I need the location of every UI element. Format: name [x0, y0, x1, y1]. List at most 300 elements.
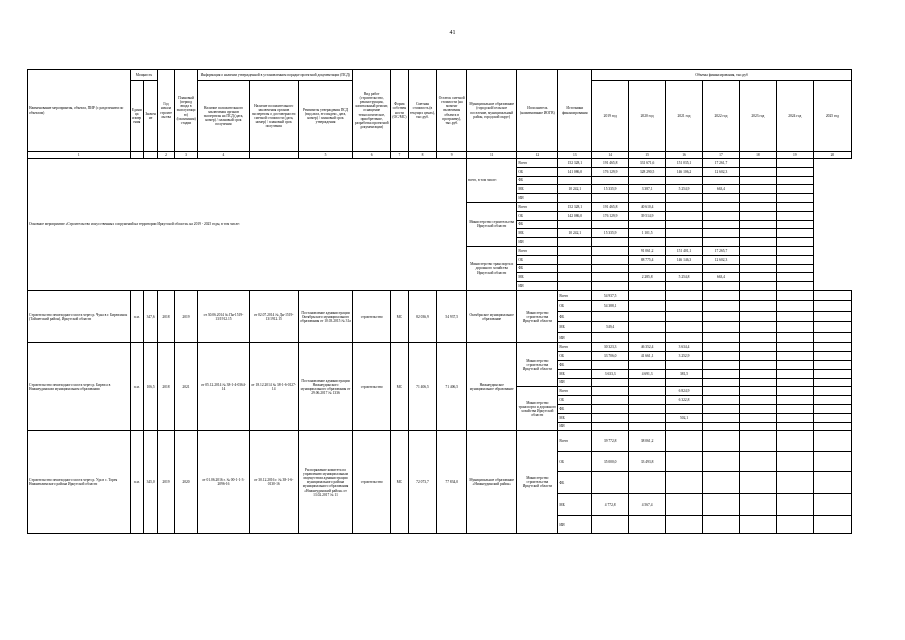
source-cell: ОБ	[558, 452, 592, 472]
value-cell	[776, 516, 813, 534]
value-cell	[666, 290, 703, 301]
value-cell	[666, 238, 703, 247]
object-unit: п.м.	[130, 343, 143, 431]
value-cell	[592, 387, 629, 396]
header-positive-conclusion: Наличие положительного заключения органов экспертизы на ПСД (дата, номер) / плановый срок получения	[198, 81, 249, 152]
source-cell: ОБ	[558, 352, 592, 361]
value-cell	[702, 516, 739, 534]
value-cell	[776, 369, 813, 378]
value-cell	[776, 396, 813, 405]
value-cell: 6 322,8	[666, 396, 703, 405]
object-conclusion: от 05.12.2014 № 38-1-4-0364-14	[198, 343, 249, 431]
value-cell: 663,4	[702, 185, 739, 194]
object-municipality: Муниципальное образование «Нижнеудинский район»	[467, 431, 517, 534]
value-cell	[702, 301, 739, 312]
value-cell	[813, 387, 851, 396]
object-ownership: МС	[391, 343, 408, 431]
column-number: 2	[158, 152, 174, 159]
column-number: 14	[592, 152, 629, 159]
value-cell	[558, 176, 592, 185]
column-number: 16	[666, 152, 703, 159]
object-municipality: Октябрьское муниципальное образование	[467, 290, 517, 343]
value-cell	[813, 378, 851, 387]
value-cell	[666, 452, 703, 472]
object-start: 2018	[158, 290, 174, 343]
object-executor: Министерство строительства Иркутской области	[517, 431, 558, 534]
source-cell: Всего	[517, 202, 558, 211]
header-funding: Объемы финансирования, тыс.руб	[592, 70, 852, 81]
source-cell: Всего	[558, 431, 592, 452]
value-cell	[739, 282, 776, 291]
value-cell: 142 086,0	[558, 211, 592, 220]
source-cell: ФБ	[558, 361, 592, 370]
source-cell: ФБ	[517, 220, 558, 229]
value-cell	[592, 238, 629, 247]
value-cell: 33 706,0	[592, 352, 629, 361]
value-cell: 549,4	[592, 322, 629, 333]
object-approval: Постановление администрации Нижнеудинского муниципального образования от 29.06.2017 № 1336	[298, 343, 352, 431]
value-cell: 2 285,8	[629, 273, 666, 282]
value-cell	[813, 516, 851, 534]
header-year: 2020 год	[629, 81, 666, 152]
value-cell	[702, 472, 739, 494]
value-cell: 663,4	[702, 273, 739, 282]
value-cell	[702, 396, 739, 405]
value-cell	[739, 264, 776, 273]
header-reliability-conclusion: Наличие положительного заключения органов экспертизы о достоверности сметной стоимости (дата, номер) / плановый срок получения	[249, 81, 298, 152]
value-cell	[592, 413, 629, 422]
value-cell	[629, 413, 666, 422]
value-cell	[592, 246, 629, 255]
value-cell	[629, 396, 666, 405]
source-cell: ОБ	[558, 396, 592, 405]
value-cell	[813, 396, 851, 405]
source-cell: ФБ	[558, 311, 592, 322]
source-cell: ИИ	[558, 516, 592, 534]
header-works-type: Вид работ (строительство, реконструкция, капитальный ремонт, оснащение технологическое, приобретение, разработка проектной документации)	[353, 70, 391, 152]
value-cell	[558, 194, 592, 203]
value-cell: 151 401,1	[666, 246, 703, 255]
value-cell	[813, 431, 851, 452]
value-cell	[629, 332, 666, 343]
column-number: 3	[174, 152, 198, 159]
header-year: 2021 год	[666, 81, 703, 152]
value-cell	[739, 431, 776, 452]
financing-table	[27, 69, 852, 534]
object-name: Строительство пешеходного моста через р. Чуна в г. Бирюсинск (Тайшетский район), Иркутской области	[28, 290, 131, 343]
object-remaining: 77 834,0	[437, 431, 467, 534]
source-cell: МБ	[558, 494, 592, 516]
value-cell	[739, 255, 776, 264]
value-cell	[629, 472, 666, 494]
object-ownership: МС	[391, 290, 408, 343]
value-cell	[558, 282, 592, 291]
object-value: 347,6	[143, 290, 157, 343]
value-cell	[776, 202, 813, 211]
value-cell	[629, 405, 666, 414]
value-cell	[558, 273, 592, 282]
header-start-year: Год начала строительства	[158, 70, 174, 152]
column-number-row	[28, 152, 852, 159]
source-cell: ИИ	[517, 282, 558, 291]
column-number	[143, 152, 157, 159]
header-commission-year: Плановый (период ввода в эксплуатацию) /(окончания) стадии	[174, 70, 198, 152]
value-cell	[813, 361, 851, 370]
value-cell	[629, 176, 666, 185]
source-cell: ИИ	[558, 422, 592, 431]
value-cell	[776, 238, 813, 247]
object-executor: Министерство строительства Иркутской области	[517, 290, 558, 343]
value-cell	[702, 378, 739, 387]
value-cell	[776, 167, 813, 176]
value-cell	[776, 246, 813, 255]
value-cell	[739, 332, 776, 343]
value-cell	[558, 255, 592, 264]
source-cell: МБ	[558, 322, 592, 333]
value-cell	[776, 290, 813, 301]
object-unit: п.м.	[130, 431, 143, 534]
value-cell	[739, 352, 776, 361]
object-works: строительство	[353, 431, 391, 534]
object-executor: Министерство транспорта и дорожного хозяйства Иркутской области	[517, 387, 558, 431]
object-end: 2020	[174, 431, 198, 534]
value-cell	[629, 387, 666, 396]
value-cell	[813, 369, 851, 378]
value-cell	[629, 220, 666, 229]
column-number: 11	[467, 152, 517, 159]
value-cell	[739, 472, 776, 494]
value-cell	[666, 405, 703, 414]
value-cell	[666, 322, 703, 333]
value-cell	[776, 387, 813, 396]
value-cell: 328 290,5	[629, 167, 666, 176]
value-cell	[702, 238, 739, 247]
value-cell	[592, 311, 629, 322]
column-number: 6	[353, 152, 391, 159]
value-cell: 39 514,9	[629, 211, 666, 220]
value-cell: 35 000,0	[592, 452, 629, 472]
value-cell	[558, 264, 592, 273]
value-cell	[739, 387, 776, 396]
value-cell	[666, 494, 703, 516]
value-cell	[592, 264, 629, 273]
value-cell	[702, 422, 739, 431]
object-name: Строительство пешеходного моста через р. Бирюса в Нижнеудинском муниципальном образовании	[28, 343, 131, 431]
value-cell	[702, 369, 739, 378]
header-row	[28, 70, 852, 81]
source-cell: Всего	[558, 387, 592, 396]
value-cell	[629, 238, 666, 247]
header-name: Наименование мероприятия, объекта, ПИР (с разделением по объектам)	[28, 70, 131, 152]
value-cell	[776, 332, 813, 343]
value-cell: 5 254,8	[666, 273, 703, 282]
value-cell: 46 352,4	[629, 343, 666, 352]
value-cell	[592, 194, 629, 203]
value-cell	[739, 167, 776, 176]
value-cell	[702, 229, 739, 238]
value-cell	[592, 405, 629, 414]
value-cell: 54 937,5	[592, 290, 629, 301]
value-cell: 12 602,3	[702, 167, 739, 176]
value-cell: 10 242,1	[558, 185, 592, 194]
value-cell: 6 824,9	[666, 387, 703, 396]
value-cell: 30 323,3	[592, 343, 629, 352]
value-cell	[739, 396, 776, 405]
value-cell	[592, 176, 629, 185]
value-cell	[739, 202, 776, 211]
value-cell	[739, 229, 776, 238]
value-cell: 88 775,4	[629, 255, 666, 264]
table-row	[28, 290, 852, 301]
value-cell	[776, 352, 813, 361]
value-cell	[666, 361, 703, 370]
header-ownership: Форма собственности (ОС/МС)	[391, 70, 408, 152]
column-number: 5	[298, 152, 352, 159]
column-number: 7	[391, 152, 408, 159]
source-cell: ИИ	[517, 194, 558, 203]
value-cell	[776, 255, 813, 264]
value-cell: 33 493,8	[629, 452, 666, 472]
column-number: 20	[813, 152, 851, 159]
value-cell	[558, 220, 592, 229]
column-number: 8	[408, 152, 437, 159]
value-cell	[666, 301, 703, 312]
value-cell	[776, 185, 813, 194]
value-cell	[592, 332, 629, 343]
page-number: 41	[449, 30, 456, 36]
value-cell	[592, 516, 629, 534]
object-ownership: МС	[391, 431, 408, 534]
header-year: 2022 год	[702, 81, 739, 152]
header-value: Значение	[143, 81, 157, 152]
column-number	[130, 152, 143, 159]
value-cell	[702, 413, 739, 422]
value-cell	[702, 405, 739, 414]
source-cell: Всего	[517, 246, 558, 255]
column-number: 13	[558, 152, 592, 159]
value-cell	[776, 211, 813, 220]
value-cell	[776, 176, 813, 185]
value-cell	[813, 301, 851, 312]
source-cell: ОБ	[517, 255, 558, 264]
column-number: 17	[702, 152, 739, 159]
value-cell	[702, 452, 739, 472]
header-year: 2024 год	[776, 81, 813, 152]
value-cell: 15 335,9	[592, 185, 629, 194]
value-cell	[666, 282, 703, 291]
header-year: 2019 год	[592, 81, 629, 152]
value-cell	[813, 322, 851, 333]
source-cell: ИИ	[558, 378, 592, 387]
value-cell	[702, 311, 739, 322]
value-cell	[739, 238, 776, 247]
header-executor: Исполнитель (наименование ИОГВ)	[517, 70, 558, 152]
main-event-title: Основное мероприятие «Строительство искусственных сооружений на территории Иркутской области» на 2019 - 2025 годы, в том числе:	[28, 159, 467, 291]
header-estimated-cost: Сметная стоимость (в текущих ценах), тыс.руб.	[408, 70, 437, 152]
value-cell	[629, 378, 666, 387]
source-cell: МБ	[517, 229, 558, 238]
value-cell	[776, 422, 813, 431]
value-cell	[666, 431, 703, 452]
value-cell	[813, 422, 851, 431]
value-cell	[666, 332, 703, 343]
object-value: 345,0	[143, 431, 157, 534]
object-cost: 82 036,9	[408, 290, 437, 343]
value-cell	[702, 176, 739, 185]
source-cell: МБ	[558, 413, 592, 422]
value-cell: 141 086,0	[558, 167, 592, 176]
source-cell: МБ	[517, 185, 558, 194]
value-cell: 146 106,2	[666, 167, 703, 176]
object-end: 2019	[174, 290, 198, 343]
source-cell: ОБ	[558, 301, 592, 312]
value-cell	[558, 238, 592, 247]
value-cell	[739, 301, 776, 312]
executor-construction: Министерство строительства Иркутской области	[467, 202, 517, 246]
source-cell: Всего	[558, 343, 592, 352]
object-start: 2018	[158, 343, 174, 431]
value-cell	[739, 322, 776, 333]
column-number: 18	[739, 152, 776, 159]
value-cell: 176 129,9	[592, 211, 629, 220]
value-cell: 15 335,9	[592, 229, 629, 238]
value-cell: 4 567,4	[629, 494, 666, 516]
value-cell	[702, 361, 739, 370]
value-cell	[739, 311, 776, 322]
value-cell	[702, 431, 739, 452]
value-cell	[813, 332, 851, 343]
value-cell: 10 242,1	[558, 229, 592, 238]
source-cell: ИИ	[517, 238, 558, 247]
value-cell: 3 387,1	[629, 185, 666, 194]
column-number: 15	[629, 152, 666, 159]
value-cell	[666, 311, 703, 322]
value-cell	[666, 378, 703, 387]
source-cell: Всего	[517, 159, 558, 168]
value-cell	[629, 322, 666, 333]
value-cell	[776, 361, 813, 370]
value-cell	[592, 361, 629, 370]
value-cell	[739, 185, 776, 194]
value-cell	[702, 322, 739, 333]
value-cell	[702, 387, 739, 396]
value-cell	[666, 202, 703, 211]
object-unit: п.м.	[130, 290, 143, 343]
value-cell	[702, 211, 739, 220]
source-cell: ОБ	[517, 167, 558, 176]
value-cell	[629, 290, 666, 301]
column-number: 4	[198, 152, 249, 159]
value-cell	[776, 472, 813, 494]
value-cell: 176 129,9	[592, 167, 629, 176]
object-value: 106,5	[143, 343, 157, 431]
object-remaining: 71 406,5	[437, 343, 467, 431]
value-cell: 12 602,3	[702, 255, 739, 264]
header-municipality: Муниципальное образование (городской/сельское поселение, муниципальный район, городской округ)	[467, 70, 517, 152]
value-cell: 38 061,2	[629, 431, 666, 452]
value-cell	[739, 194, 776, 203]
source-cell: ИИ	[558, 332, 592, 343]
total-label: всего, в том числе:	[467, 159, 517, 203]
value-cell: 381,5	[666, 369, 703, 378]
value-cell	[776, 413, 813, 422]
value-cell	[592, 255, 629, 264]
value-cell	[739, 378, 776, 387]
value-cell	[629, 194, 666, 203]
value-cell	[666, 516, 703, 534]
value-cell	[702, 264, 739, 273]
object-conclusion: от 30.06.2014 № Пн-1519-13/1912.15	[198, 290, 249, 343]
value-cell	[776, 431, 813, 452]
value-cell: 4 772,8	[592, 494, 629, 516]
value-cell: 3 633,3	[592, 369, 629, 378]
value-cell: 191 465,8	[592, 159, 629, 168]
value-cell	[592, 282, 629, 291]
value-cell	[592, 378, 629, 387]
value-cell	[776, 159, 813, 168]
column-number: 19	[776, 152, 813, 159]
value-cell	[592, 273, 629, 282]
value-cell	[776, 194, 813, 203]
object-conclusion: от 01.06.2016 г. № 00-1-1-3-2096-16	[198, 431, 249, 534]
header-sources: Источники финансирования	[558, 70, 592, 152]
header-capacity: Мощность	[130, 70, 158, 81]
object-executor: Министерство строительства Иркутской области	[517, 343, 558, 387]
column-number: 9	[437, 152, 467, 159]
value-cell	[739, 369, 776, 378]
value-cell: 146 146,3	[666, 255, 703, 264]
value-cell	[813, 405, 851, 414]
object-approval: Распоряжение комитета по управлению муниципальным имуществом администрации муниципального района муниципального образования «Нижнеудинский район» от 13.02.2017 № 11	[298, 431, 352, 534]
value-cell	[739, 246, 776, 255]
source-cell: ФБ	[558, 405, 592, 414]
object-works: строительство	[353, 343, 391, 431]
value-cell: 331 671,6	[629, 159, 666, 168]
source-cell: ФБ	[517, 264, 558, 273]
header-year: 2023 год	[739, 81, 776, 152]
value-cell	[739, 361, 776, 370]
value-cell	[776, 273, 813, 282]
value-cell	[558, 246, 592, 255]
value-cell	[739, 290, 776, 301]
value-cell	[592, 422, 629, 431]
value-cell	[702, 290, 739, 301]
value-cell	[629, 264, 666, 273]
value-cell	[702, 352, 739, 361]
source-cell: МБ	[558, 369, 592, 378]
value-cell: 17 261,7	[702, 159, 739, 168]
table-row	[28, 343, 852, 352]
header-approval-details: Реквизиты утверждения ПСД (вид акта, его индекс, дата, номер) / плановый срок утверждения	[298, 81, 352, 152]
value-cell	[776, 343, 813, 352]
value-cell	[739, 273, 776, 282]
value-cell	[666, 176, 703, 185]
source-cell: ФБ	[558, 472, 592, 494]
value-cell	[776, 301, 813, 312]
header-unit: Единица измерения	[130, 81, 143, 152]
value-cell	[629, 301, 666, 312]
value-cell: 152 328,1	[558, 202, 592, 211]
value-cell	[776, 322, 813, 333]
value-cell: 191 465,8	[592, 202, 629, 211]
value-cell	[739, 159, 776, 168]
object-reliability: от 30.12.2016 г. № 38-1-6-0130-16	[249, 431, 298, 534]
header-remaining-cost: Остаток сметной стоимости (на момент включения объекта в программу), тыс.руб.	[437, 70, 467, 152]
executor-transport: Министерство транспорта и дорожного хозяйства Иркутской области	[467, 246, 517, 290]
value-cell	[739, 220, 776, 229]
value-cell	[629, 422, 666, 431]
value-cell	[666, 220, 703, 229]
